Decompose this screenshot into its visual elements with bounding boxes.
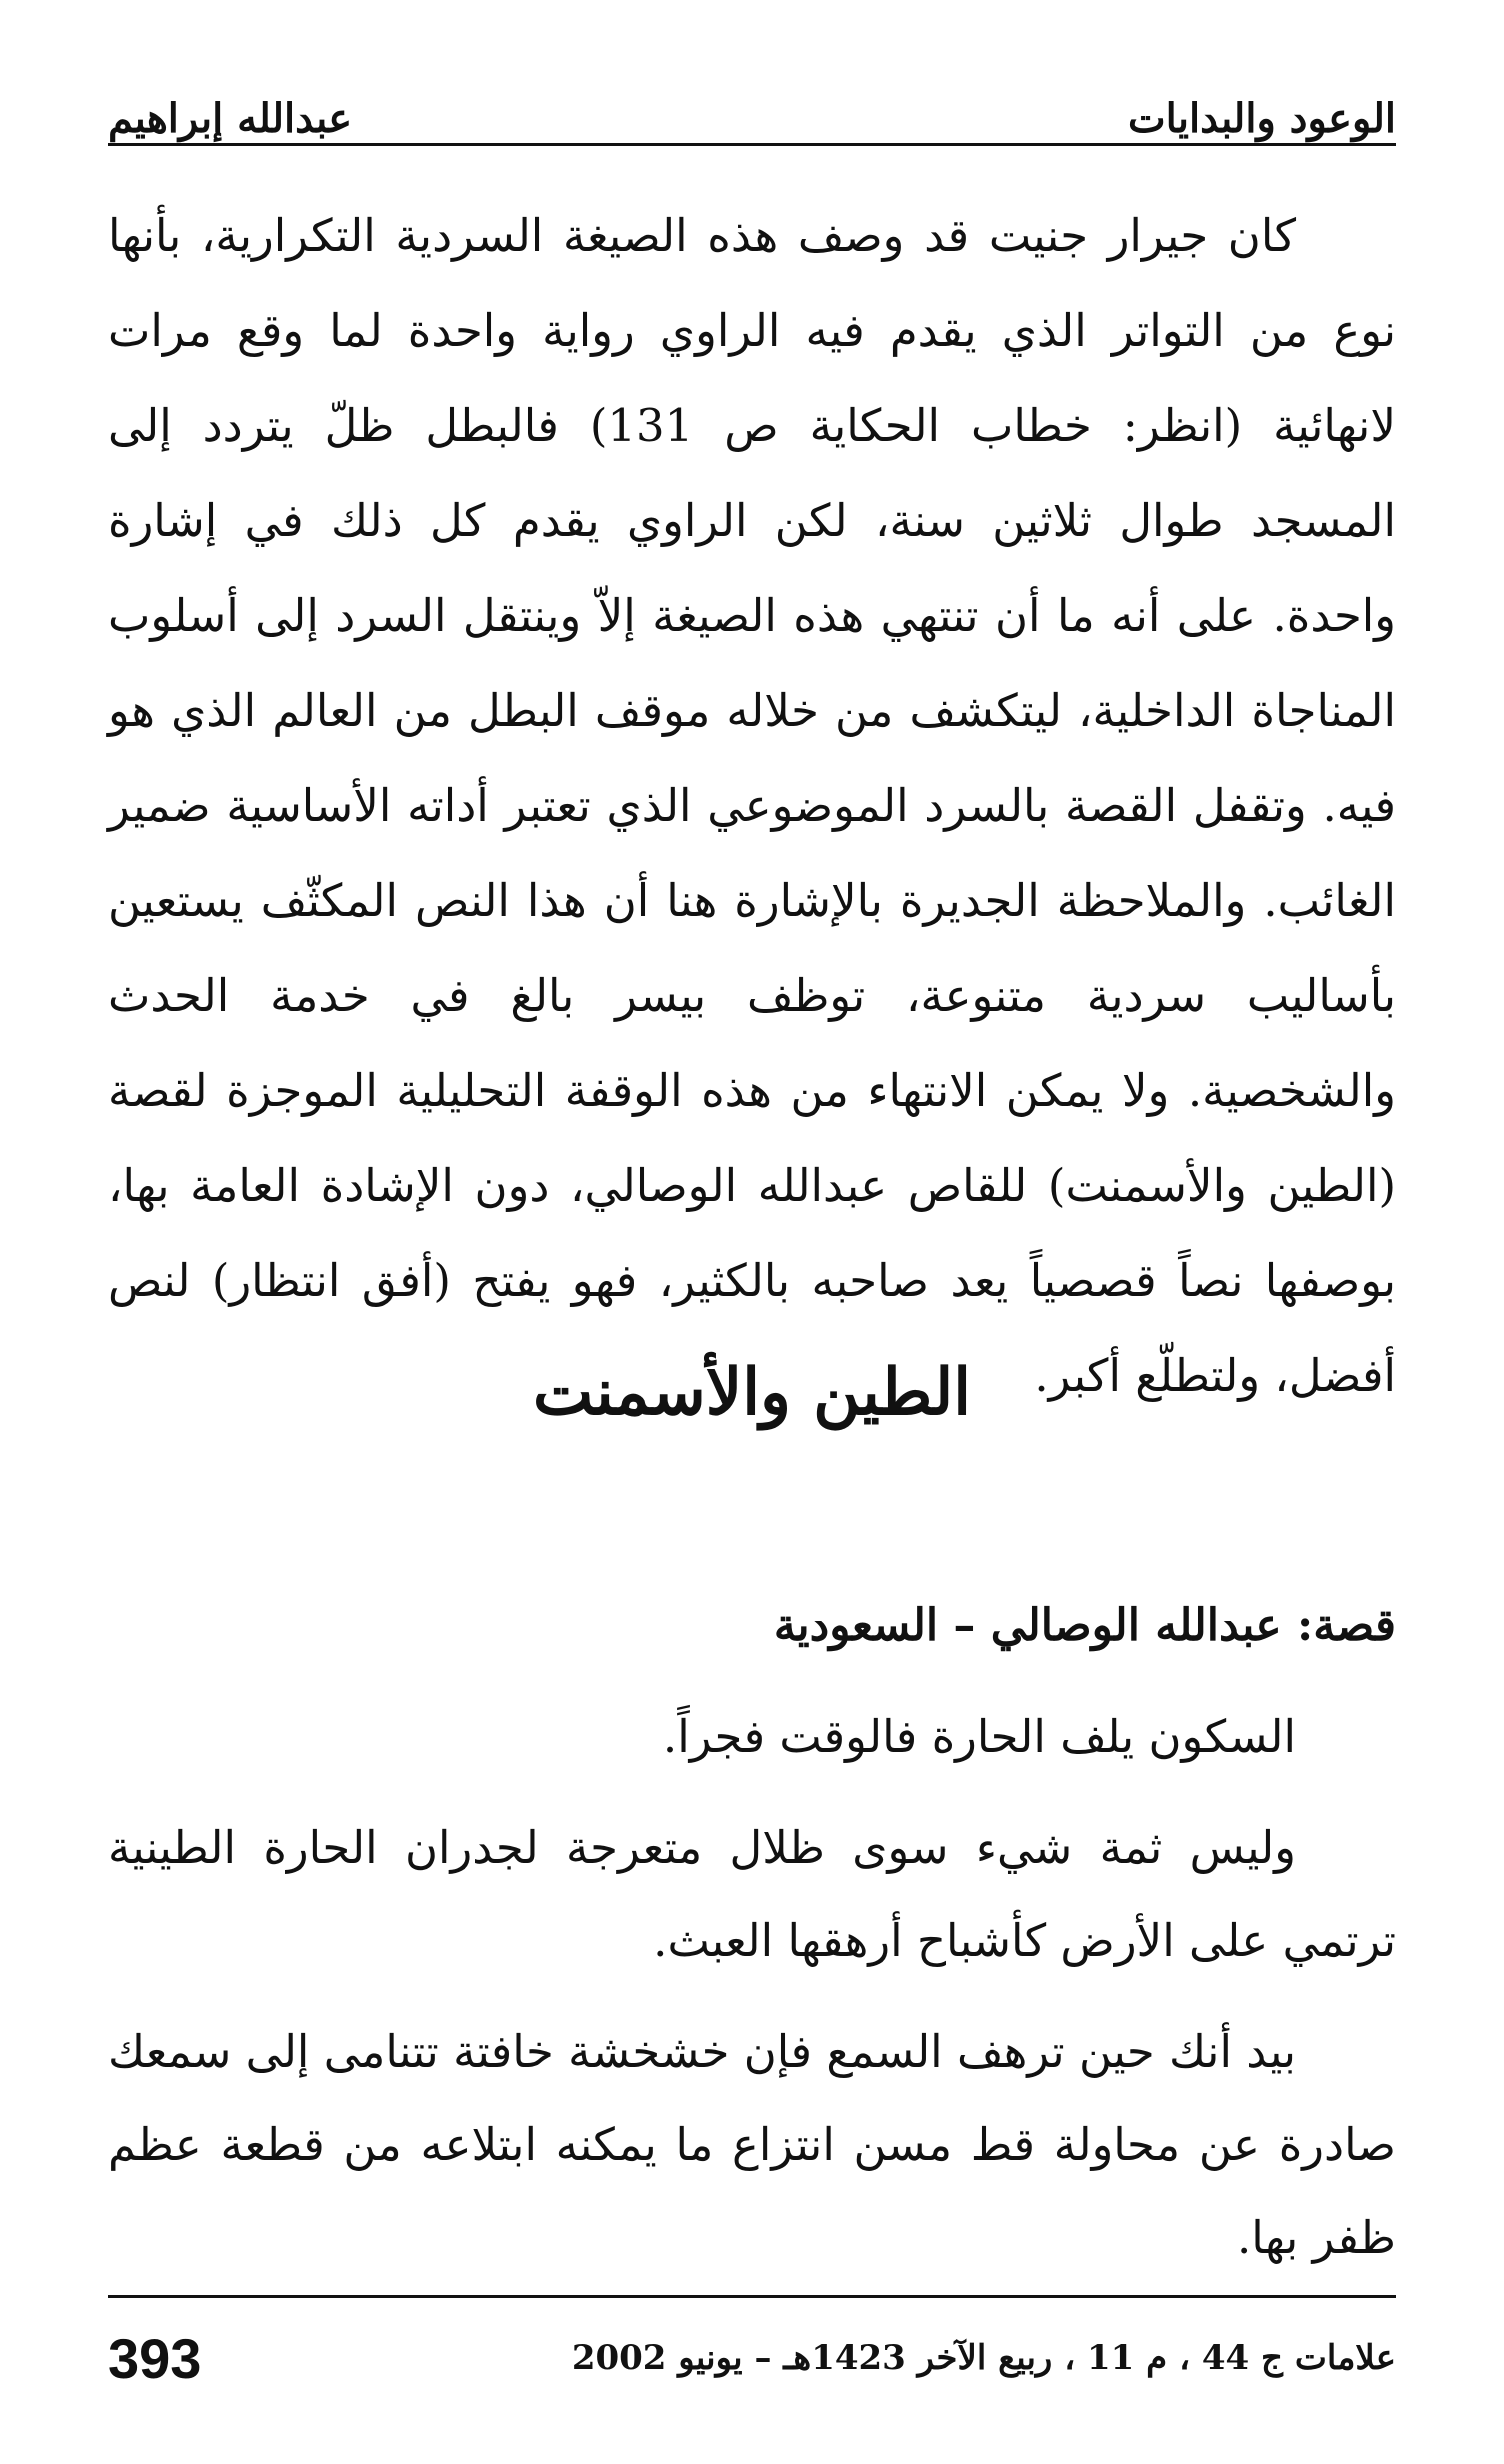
story-paragraph-3: بيد أنك حين ترهف السمع فإن خشخشة خافتة تتنامى إلى سمعك صادرة عن محاولة قط مسن انتزاع ما يمكنه ابتلاعه من قطعة عظم ظفر بها. (108, 2025, 1396, 2264)
header-book-title: الوعود والبدايات (1127, 95, 1396, 142)
story-credit: قصة: عبدالله الوصالي – السعودية (773, 1600, 1396, 1651)
story-paragraph-1: السكون يلف الحارة فالوقت فجراً. (662, 1710, 1296, 1763)
footer-divider (108, 2295, 1396, 2298)
body-paragraph: كان جيرار جنيت قد وصف هذه الصيغة السردية التكرارية، بأنها نوع من التواتر الذي يقدم فيه الراوي رواية واحدة لما وقع مرات لانهائية (انظر: خطاب الحكاية ص 131) فالبطل ظلّ يتردد إلى المسجد طوال ثلاثين سنة، لكن الراوي يقدم كل ذلك في إشارة واحدة. على أنه ما أن تنتهي هذه الصيغة إلاّ وينتقل السرد إلى أسلوب المناجاة الداخلية، ليتكشف من خلاله موقف البطل من العالم الذي هو فيه. وتقفل القصة بالسرد الموضوعي الذي تعتبر أداته الأساسية ضمير الغائب. والملاحظة الجديرة بالإشارة هنا أن هذا النص المكثّف يستعين بأساليب سردية متنوعة، توظف بيسر بالغ في خدمة الحدث والشخصية. ولا يمكن الانتهاء من هذه الوقفة التحليلية الموجزة لقصة (الطين والأسمنت) للقاص عبدالله الوصالي، دون الإشادة العامة بها، بوصفها نصاً قصصياً يعد صاحبه بالكثير، فهو يفتح (أفق انتظار) لنص أفضل، ولتطلّع أكبر. (108, 209, 1396, 1402)
running-header (108, 72, 1396, 142)
page-number: 393 (108, 2326, 202, 2390)
header-author: عبدالله إبراهيم (108, 95, 353, 142)
body-text (108, 188, 1396, 1423)
story-text (108, 1690, 1396, 2302)
section-title: الطين والأسمنت (532, 1355, 972, 1430)
story-paragraph-2: وليس ثمة شيء سوى ظلال متعرجة لجدران الحارة الطينية ترتمي على الأرض كأشباح أرهقها العبث. (108, 1821, 1396, 1967)
footer-publication-info: علامات ج 44 ، م 11 ، ربيع الآخر 1423هـ – يونيو 2002 (571, 2338, 1396, 2378)
page-footer (108, 2318, 1396, 2398)
header-divider (108, 143, 1396, 146)
